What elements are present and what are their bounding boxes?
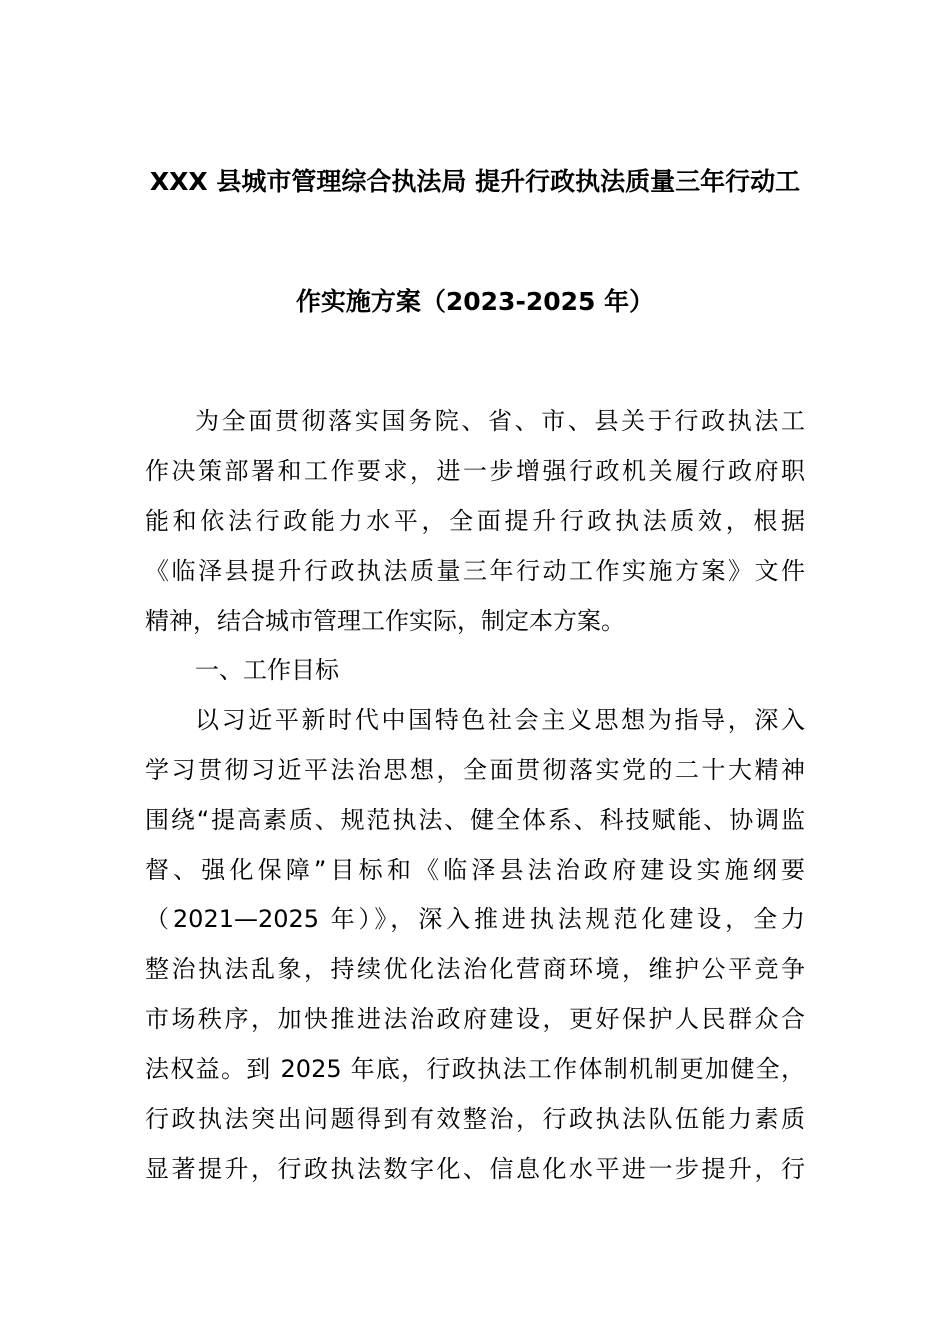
paragraph-line: 法权益。到 2025 年底，行政执法工作体制机制更加健全， xyxy=(145,1055,805,1083)
paragraph-line: 围绕“提高素质、规范执法、健全体系、科技赋能、协调监 xyxy=(145,806,805,834)
section-heading: 一、工作目标 xyxy=(195,656,339,684)
document-title-line-1: XXX 县城市管理综合执法局 提升行政执法质量三年行动工 xyxy=(149,167,801,196)
paragraph-line: 能和依法行政能力水平，全面提升行政执法质效，根据 xyxy=(145,507,805,535)
paragraph-line: 行政执法突出问题得到有效整治，行政执法队伍能力素质 xyxy=(145,1105,805,1133)
paragraph-line: 为全面贯彻落实国务院、省、市、县关于行政执法工 xyxy=(195,407,805,435)
paragraph-line: 以习近平新时代中国特色社会主义思想为指导，深入 xyxy=(195,706,805,734)
paragraph-line: （2021—2025 年）》，深入推进执法规范化建设，全力 xyxy=(145,905,805,933)
paragraph-line: 显著提升，行政执法数字化、信息化水平进一步提升，行 xyxy=(145,1155,805,1183)
paragraph-line: 精神，结合城市管理工作实际，制定本方案。 xyxy=(145,607,625,635)
paragraph-line: 《临泽县提升行政执法质量三年行动工作实施方案》文件 xyxy=(145,557,805,585)
paragraph-line: 督、强化保障”目标和《临泽县法治政府建设实施纲要 xyxy=(145,856,805,884)
paragraph-line: 作决策部署和工作要求，进一步增强行政机关履行政府职 xyxy=(145,457,805,485)
paragraph-line: 整治执法乱象，持续优化法治化营商环境，维护公平竞争 xyxy=(145,955,805,983)
paragraph-line: 学习贯彻习近平法治思想，全面贯彻落实党的二十大精神 xyxy=(145,756,805,784)
paragraph-line: 市场秩序，加快推进法治政府建设，更好保护人民群众合 xyxy=(145,1005,805,1033)
document-title-line-2: 作实施方案（2023-2025 年） xyxy=(295,287,655,316)
